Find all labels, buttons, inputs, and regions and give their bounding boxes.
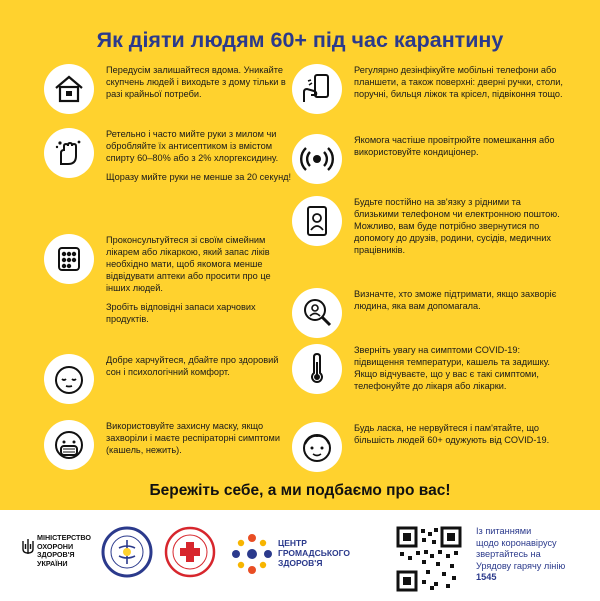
tip-text: Регулярно дезінфікуйте мобільні телефони або планшети, а також поверхні: дверні ручки, столи, поручні, бильця ліжок та крісел, підвіконня тощо.: [354, 65, 563, 99]
hotline-info: Із питаннями щодо коронавірусу звертайтесь на Урядову гарячу лінію 1545: [476, 526, 594, 584]
calm-face-icon: [292, 422, 342, 472]
tip-text: Будьте постійно на зв'язку з рідними та близькими телефоном чи електронною поштою. Можливо, вам буде потрібно звернутися по допомогу до друзів, родини, сусідів, медичних працівників.: [354, 197, 560, 255]
tip-stay-home: [44, 64, 294, 114]
tip-symptoms: [292, 344, 564, 394]
ventilation-icon: [292, 134, 342, 184]
tip-text: Зверніть увагу на симптоми COVID-19: підвищення температури, кашель та задишку. Якщо відчуваєте, що у вас є такі симптоми, телефонуйте до лікаря або лікарки.: [354, 345, 550, 391]
tip-disinfect: [292, 64, 564, 114]
tip-stay-calm: [292, 422, 564, 472]
medical-association-logo: [101, 526, 153, 583]
phone-cleaning-icon: [292, 64, 342, 114]
poster-title: Як діяти людям 60+ під час карантину: [96, 28, 504, 52]
tip-face-mask: [44, 420, 294, 470]
tip-wash-hands: [44, 128, 294, 183]
tip-text: Передусім залишайтеся вдома. Уникайте скупчень людей і виходьте з дому тільки в разі крайньої потреби.: [106, 65, 286, 99]
tip-text: Якомога частіше провітрюйте помешкання або використовуйте кондиціонер.: [354, 135, 555, 157]
tip-text: Ретельно і часто мийте руки з милом чи обробляйте їх антисептиком із вмістом спирту 60–80% або з 2% хлоргексидину. Щоразу мийте руки не менше за 20 секунд!: [106, 129, 292, 182]
trident-icon: [22, 538, 34, 556]
tip-medicine-stock: [44, 234, 294, 325]
qr-code[interactable]: [396, 526, 462, 597]
tip-find-support: [292, 288, 564, 338]
slogan: Бережіть себе, а ми подбаємо про вас!: [149, 482, 451, 499]
magnifier-person-icon: [292, 288, 342, 338]
cgz-logo: [230, 532, 350, 581]
face-mask-icon: [44, 420, 94, 470]
red-cross-logo: [164, 526, 216, 583]
tip-stay-in-touch: [292, 196, 564, 256]
thermometer-icon: [292, 344, 342, 394]
tip-ventilate: [292, 134, 564, 184]
tip-text: Визначте, хто зможе підтримати, якщо захворіє людина, яка вам допомагала.: [354, 289, 557, 311]
hand-washing-icon: [44, 128, 94, 178]
cgz-name: ЦЕНТР ГРОМАДСЬКОГО ЗДОРОВ'Я: [278, 538, 350, 568]
moz-name: МІНІСТЕРСТВО ОХОРОНИ ЗДОРОВ'Я УКРАЇНИ: [37, 533, 91, 568]
video-call-icon: [292, 196, 342, 246]
tip-text: Використовуйте захисну маску, якщо захворіли і маєте респіраторні симптоми (кашель, нежить).: [106, 421, 280, 455]
house-icon: [44, 64, 94, 114]
tip-text: Будь ласка, не нервуйтеся і пам'ятайте, що більшість людей 60+ одужують від COVID-19.: [354, 423, 550, 445]
tip-text: Проконсультуйтеся зі своїм сімейним лікарем або лікаркою, який запас ліків необхідно мати, щоб якомога менше відвідувати аптеки або просити про це інших людей. Зробіть відповідні запаси харчових продуктів.: [106, 235, 271, 324]
cgz-emblem-icon: [230, 532, 274, 576]
pills-icon: [44, 234, 94, 284]
tip-text: Добре харчуйтеся, дбайте про здоровий сон і психологічний комфорт.: [106, 355, 279, 377]
tip-nutrition-sleep: [44, 354, 294, 404]
footer: [0, 510, 600, 601]
hotline-number[interactable]: 1545: [476, 572, 497, 582]
sleeping-face-icon: [44, 354, 94, 404]
